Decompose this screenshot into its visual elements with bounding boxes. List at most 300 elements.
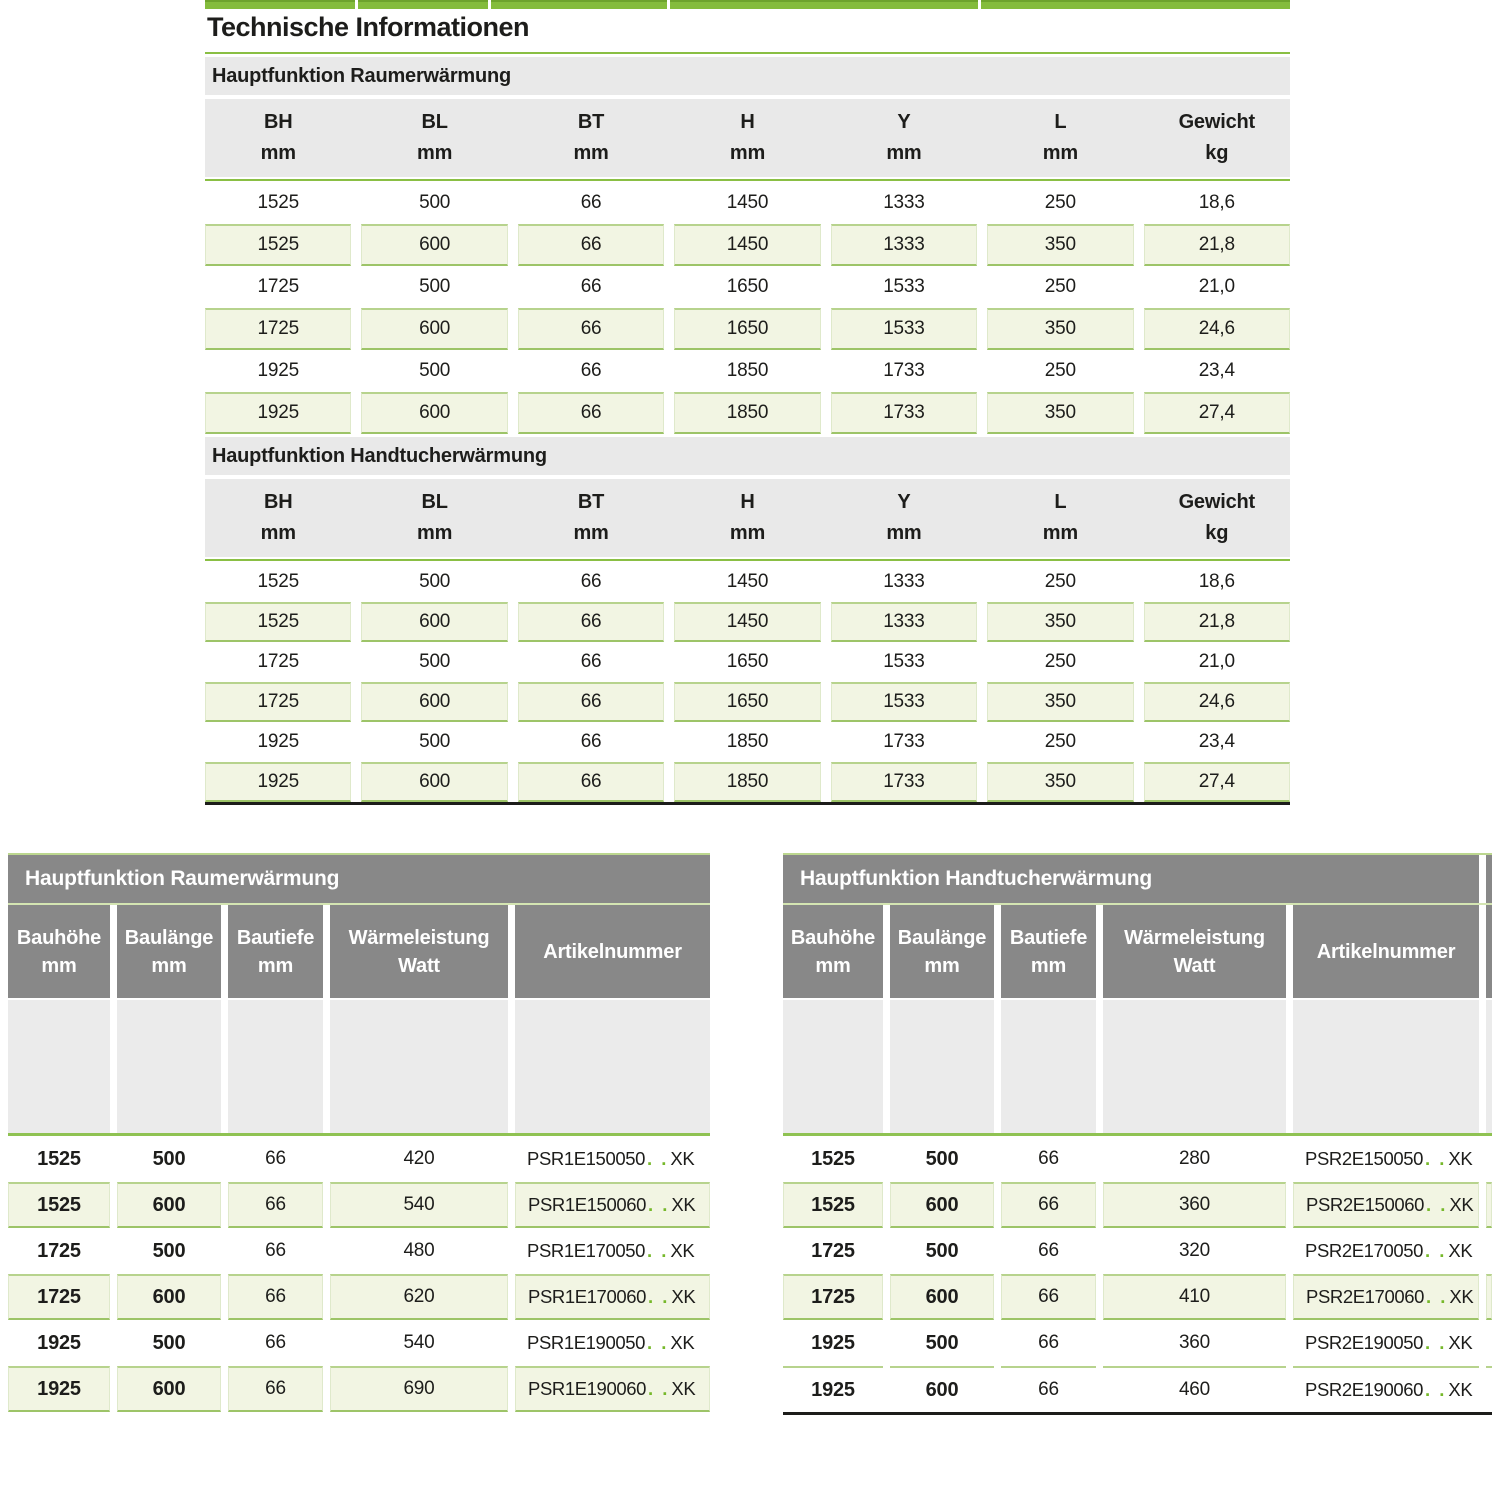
table-cell: 66 bbox=[518, 308, 664, 350]
table-cell: 1333 bbox=[883, 192, 925, 213]
column-label: Bautiefe bbox=[236, 926, 315, 949]
table-cell: 1725 bbox=[205, 682, 351, 722]
table-row bbox=[205, 224, 1290, 266]
column-unit: kg bbox=[1205, 522, 1229, 544]
column-header-sliver bbox=[1486, 905, 1492, 998]
table-cell: 360 bbox=[1103, 1182, 1286, 1228]
article-number-cell bbox=[1293, 1274, 1479, 1320]
table-cell: 1850 bbox=[726, 731, 769, 752]
table-cell: 250 bbox=[1044, 360, 1076, 381]
article-code: PSR1E150060 bbox=[528, 1194, 646, 1215]
table-cell: 1733 bbox=[883, 731, 925, 752]
table-row bbox=[205, 722, 1290, 762]
divider-black bbox=[205, 802, 1290, 805]
table-row bbox=[783, 1274, 1492, 1320]
column-label: Wärmeleistung bbox=[348, 926, 490, 949]
placeholder-cell bbox=[783, 1000, 883, 1133]
article-number-cell bbox=[515, 1366, 710, 1412]
article-suffix: XK bbox=[1449, 1286, 1474, 1307]
table-cell: 600 bbox=[890, 1274, 994, 1320]
column-unit: mm bbox=[1030, 954, 1067, 977]
column-header bbox=[518, 479, 664, 557]
table-cell: 1925 bbox=[783, 1366, 883, 1412]
table-cell: 460 bbox=[1103, 1366, 1286, 1412]
brand-bar-segment bbox=[491, 0, 667, 9]
table-cell-sliver bbox=[1486, 1136, 1492, 1182]
column-header bbox=[228, 905, 323, 998]
column-header bbox=[361, 99, 507, 177]
table-cell-sliver bbox=[1486, 1182, 1492, 1228]
table-cell: 66 bbox=[1038, 1240, 1059, 1261]
table-cell: 350 bbox=[987, 682, 1133, 722]
table-cell: 1525 bbox=[257, 192, 299, 213]
article-color-placeholder-dots: . . bbox=[1425, 1379, 1447, 1400]
table-row bbox=[8, 1274, 710, 1320]
table-cell: 540 bbox=[330, 1182, 508, 1228]
table-title-label: Hauptfunktion Handtucherwärmung bbox=[800, 867, 1152, 890]
table-row bbox=[205, 266, 1290, 308]
table-cell: 66 bbox=[580, 276, 602, 297]
table-title bbox=[8, 855, 710, 903]
table-title-row bbox=[8, 855, 710, 903]
article-number-cell bbox=[1293, 1136, 1479, 1182]
table-cell: 1525 bbox=[37, 1147, 81, 1170]
table-row bbox=[8, 1136, 710, 1182]
article-code: PSR1E150050 bbox=[527, 1148, 645, 1169]
table-cell: 1525 bbox=[811, 1147, 855, 1170]
table-cell: 600 bbox=[361, 682, 507, 722]
column-header-row bbox=[783, 905, 1492, 998]
article-code: PSR1E170060 bbox=[528, 1286, 646, 1307]
table-cell: 66 bbox=[1001, 1366, 1096, 1412]
column-unit: mm bbox=[151, 954, 187, 977]
column-unit: Watt bbox=[398, 954, 440, 977]
column-header bbox=[515, 905, 710, 998]
article-code: PSR1E190060 bbox=[528, 1378, 646, 1399]
table-cell: 1925 bbox=[205, 762, 351, 802]
column-header bbox=[205, 479, 351, 557]
placeholder-cell bbox=[1001, 1000, 1096, 1133]
section-label: Hauptfunktion Raumerwärmung bbox=[212, 64, 512, 87]
article-suffix: XK bbox=[671, 1286, 696, 1307]
table-cell: 600 bbox=[117, 1366, 221, 1412]
page-title: Technische Informationen bbox=[207, 12, 530, 42]
table-title-label: Hauptfunktion Raumerwärmung bbox=[25, 867, 340, 890]
column-header-row bbox=[205, 99, 1290, 177]
column-header bbox=[1144, 99, 1290, 177]
table-cell: 18,6 bbox=[1198, 571, 1235, 592]
table-cell: 1525 bbox=[205, 224, 351, 266]
column-header bbox=[330, 905, 508, 998]
column-label: Bautiefe bbox=[1009, 926, 1088, 949]
table-row bbox=[205, 682, 1290, 722]
table-cell: 600 bbox=[361, 762, 507, 802]
table-cell: 620 bbox=[330, 1274, 508, 1320]
table-cell: 350 bbox=[987, 602, 1133, 642]
table-cell: 350 bbox=[987, 762, 1133, 802]
article-color-placeholder-dots: . . bbox=[1425, 1240, 1447, 1261]
column-unit: kg bbox=[1205, 142, 1229, 164]
table-row bbox=[8, 1228, 710, 1274]
table-cell: 23,4 bbox=[1198, 360, 1235, 381]
table-cell: 66 bbox=[1001, 1274, 1096, 1320]
table-cell: 66 bbox=[580, 192, 602, 213]
article-code: PSR2E170060 bbox=[1306, 1286, 1424, 1307]
table-cell: 21,8 bbox=[1144, 224, 1290, 266]
table-cell: 1725 bbox=[811, 1239, 855, 1262]
divider-black bbox=[783, 1412, 1492, 1415]
table-cell: 1733 bbox=[831, 762, 977, 802]
article-number-cell bbox=[1293, 1366, 1479, 1412]
table-row bbox=[783, 1320, 1492, 1366]
column-label: L bbox=[1054, 111, 1067, 133]
column-unit: mm bbox=[1042, 142, 1078, 164]
article-suffix: XK bbox=[1449, 1194, 1474, 1215]
table-cell-sliver bbox=[1486, 1320, 1492, 1366]
article-color-placeholder-dots: . . bbox=[647, 1332, 669, 1353]
article-suffix: XK bbox=[1448, 1148, 1473, 1169]
table-cell: 500 bbox=[419, 360, 451, 381]
empty-placeholder-band bbox=[783, 1000, 1492, 1133]
table-cell: 66 bbox=[518, 224, 664, 266]
divider-green bbox=[205, 179, 1290, 181]
table-cell: 250 bbox=[1044, 276, 1076, 297]
empty-placeholder-band bbox=[8, 1000, 710, 1133]
article-suffix: XK bbox=[1448, 1332, 1473, 1353]
table-cell: 24,6 bbox=[1144, 682, 1290, 722]
table-cell: 27,4 bbox=[1144, 762, 1290, 802]
table-row bbox=[783, 1136, 1492, 1182]
column-label: Artikelnummer bbox=[1316, 940, 1456, 963]
article-number-cell bbox=[515, 1228, 710, 1274]
column-header bbox=[8, 905, 110, 998]
column-unit: mm bbox=[573, 142, 609, 164]
column-label: BL bbox=[421, 491, 448, 513]
table-cell: 66 bbox=[580, 651, 602, 672]
table-cell: 500 bbox=[925, 1239, 959, 1262]
table-cell: 66 bbox=[265, 1240, 286, 1261]
table-cell: 500 bbox=[419, 651, 451, 672]
table-cell: 66 bbox=[518, 392, 664, 434]
article-color-placeholder-dots: . . bbox=[648, 1286, 670, 1307]
table-cell: 250 bbox=[1044, 731, 1076, 752]
article-number-cell bbox=[1293, 1320, 1479, 1366]
column-label: BT bbox=[577, 111, 605, 133]
column-header bbox=[1144, 479, 1290, 557]
table-cell: 500 bbox=[925, 1331, 959, 1354]
divider-green bbox=[205, 559, 1290, 561]
article-suffix: XK bbox=[671, 1194, 696, 1215]
column-header-row bbox=[205, 479, 1290, 557]
column-unit: mm bbox=[729, 522, 766, 544]
table-cell: 360 bbox=[1178, 1332, 1211, 1353]
article-code: PSR2E170050 bbox=[1305, 1240, 1423, 1261]
table-cell: 1450 bbox=[674, 224, 820, 266]
table-cell: 600 bbox=[117, 1274, 221, 1320]
table-cell: 1650 bbox=[674, 682, 820, 722]
article-number-cell bbox=[515, 1182, 710, 1228]
brand-bar-segment bbox=[670, 0, 978, 9]
table-row bbox=[205, 642, 1290, 682]
table-title bbox=[783, 855, 1479, 903]
column-unit: mm bbox=[1042, 522, 1078, 544]
article-color-placeholder-dots: . . bbox=[1426, 1286, 1448, 1307]
table-cell: 1733 bbox=[831, 392, 977, 434]
table-cell: 600 bbox=[361, 392, 507, 434]
table-cell: 690 bbox=[330, 1366, 508, 1412]
table-row bbox=[8, 1366, 710, 1412]
order-table-raumerwaermung bbox=[8, 853, 710, 1412]
dimensions-table-handtucherwaermung bbox=[205, 562, 1290, 802]
table-cell: 500 bbox=[419, 731, 451, 752]
table-cell: 27,4 bbox=[1144, 392, 1290, 434]
table-cell: 66 bbox=[518, 682, 664, 722]
column-unit: mm bbox=[417, 142, 453, 164]
table-cell: 66 bbox=[1038, 1148, 1059, 1169]
table-cell: 1525 bbox=[8, 1182, 110, 1228]
article-code: PSR2E190050 bbox=[1305, 1332, 1423, 1353]
table-cell: 1925 bbox=[205, 392, 351, 434]
table-cell: 66 bbox=[1038, 1332, 1059, 1353]
table-cell: 500 bbox=[419, 192, 451, 213]
order-table-handtucherwaermung bbox=[783, 853, 1492, 1415]
table-cell: 500 bbox=[925, 1147, 959, 1170]
table-cell: 500 bbox=[152, 1147, 186, 1170]
table-cell: 66 bbox=[228, 1274, 323, 1320]
column-unit: mm bbox=[729, 142, 766, 164]
column-header bbox=[890, 905, 994, 998]
table-cell: 500 bbox=[419, 571, 451, 592]
column-header bbox=[117, 905, 221, 998]
table-cell: 540 bbox=[403, 1332, 435, 1353]
article-suffix: XK bbox=[671, 1378, 696, 1399]
table-cell: 1850 bbox=[674, 762, 820, 802]
column-header bbox=[518, 99, 664, 177]
table-cell: 600 bbox=[890, 1366, 994, 1412]
column-header bbox=[783, 905, 883, 998]
placeholder-cell bbox=[1293, 1000, 1479, 1133]
column-unit: mm bbox=[257, 954, 294, 977]
table-cell: 480 bbox=[403, 1240, 435, 1261]
placeholder-cell bbox=[330, 1000, 508, 1133]
column-label: BH bbox=[263, 491, 293, 513]
article-color-placeholder-dots: . . bbox=[647, 1240, 669, 1261]
section-band-raumerwaermung bbox=[205, 57, 1290, 95]
article-code: PSR2E150060 bbox=[1306, 1194, 1424, 1215]
column-header bbox=[361, 479, 507, 557]
table-cell: 66 bbox=[580, 571, 602, 592]
table-cell: 18,6 bbox=[1198, 192, 1235, 213]
table-row bbox=[205, 350, 1290, 392]
table-cell: 1450 bbox=[726, 192, 769, 213]
table-cell: 1533 bbox=[831, 682, 977, 722]
table-cell: 1650 bbox=[674, 308, 820, 350]
table-cell: 500 bbox=[152, 1239, 186, 1262]
placeholder-cell bbox=[228, 1000, 323, 1133]
table-cell: 1525 bbox=[205, 602, 351, 642]
column-label: H bbox=[740, 491, 755, 513]
column-unit: mm bbox=[573, 522, 609, 544]
article-code: PSR1E170050 bbox=[527, 1240, 645, 1261]
table-title-sliver bbox=[1486, 855, 1492, 903]
table-cell: 320 bbox=[1178, 1240, 1211, 1261]
section-label: Hauptfunktion Handtucherwärmung bbox=[212, 444, 547, 467]
column-header bbox=[674, 99, 820, 177]
table-row bbox=[8, 1182, 710, 1228]
table-cell: 1925 bbox=[257, 360, 299, 381]
column-unit: mm bbox=[260, 522, 296, 544]
table-cell: 250 bbox=[1044, 571, 1076, 592]
article-suffix: XK bbox=[670, 1332, 695, 1353]
table-cell: 280 bbox=[1178, 1148, 1211, 1169]
placeholder-cell bbox=[890, 1000, 994, 1133]
order-table-body bbox=[783, 1136, 1492, 1412]
table-row bbox=[205, 392, 1290, 434]
column-label: Gewicht bbox=[1178, 491, 1255, 513]
article-color-placeholder-dots: . . bbox=[648, 1194, 670, 1215]
column-header bbox=[674, 479, 820, 557]
article-suffix: XK bbox=[670, 1240, 695, 1261]
table-cell: 1725 bbox=[783, 1274, 883, 1320]
column-unit: mm bbox=[41, 954, 77, 977]
column-label: H bbox=[740, 111, 755, 133]
column-label: BT bbox=[577, 491, 605, 513]
table-row bbox=[783, 1366, 1492, 1412]
table-row bbox=[8, 1320, 710, 1366]
table-cell: 1725 bbox=[257, 651, 299, 672]
table-cell: 66 bbox=[580, 360, 602, 381]
column-label: Gewicht bbox=[1178, 111, 1255, 133]
table-cell: 24,6 bbox=[1144, 308, 1290, 350]
table-cell: 1725 bbox=[257, 276, 299, 297]
article-color-placeholder-dots: . . bbox=[1425, 1332, 1447, 1353]
table-cell-sliver bbox=[1486, 1366, 1492, 1412]
table-cell: 66 bbox=[518, 602, 664, 642]
table-cell: 1725 bbox=[205, 308, 351, 350]
order-table-body bbox=[8, 1136, 710, 1412]
table-cell: 1925 bbox=[811, 1331, 855, 1354]
table-cell: 66 bbox=[265, 1332, 286, 1353]
column-unit: mm bbox=[815, 954, 851, 977]
table-cell: 66 bbox=[1001, 1182, 1096, 1228]
table-cell: 1925 bbox=[257, 731, 299, 752]
table-cell: 1725 bbox=[37, 1239, 81, 1262]
brand-bar-segment bbox=[358, 0, 488, 9]
table-cell: 1733 bbox=[883, 360, 925, 381]
article-color-placeholder-dots: . . bbox=[1425, 1148, 1447, 1169]
section-band-handtucherwaermung bbox=[205, 437, 1290, 475]
table-row bbox=[783, 1228, 1492, 1274]
table-cell: 1533 bbox=[883, 276, 925, 297]
table-cell-sliver bbox=[1486, 1228, 1492, 1274]
table-row bbox=[783, 1182, 1492, 1228]
table-cell: 66 bbox=[518, 762, 664, 802]
table-cell: 600 bbox=[361, 224, 507, 266]
table-cell: 1650 bbox=[726, 651, 769, 672]
table-cell: 66 bbox=[265, 1148, 286, 1169]
table-cell: 600 bbox=[361, 602, 507, 642]
table-cell: 1525 bbox=[783, 1182, 883, 1228]
table-cell: 500 bbox=[419, 276, 451, 297]
table-title-row bbox=[783, 855, 1492, 903]
article-number-cell bbox=[1293, 1182, 1479, 1228]
article-suffix: XK bbox=[670, 1148, 695, 1169]
article-number-cell bbox=[1293, 1228, 1479, 1274]
column-unit: mm bbox=[886, 142, 922, 164]
article-number-cell bbox=[515, 1136, 710, 1182]
table-cell: 600 bbox=[361, 308, 507, 350]
table-row bbox=[205, 182, 1290, 224]
column-label: L bbox=[1054, 491, 1067, 513]
table-cell: 23,4 bbox=[1198, 731, 1235, 752]
column-label: Y bbox=[897, 491, 911, 513]
article-color-placeholder-dots: . . bbox=[648, 1378, 670, 1399]
column-label: Y bbox=[897, 111, 911, 133]
column-header-row bbox=[8, 905, 710, 998]
article-number-cell bbox=[515, 1320, 710, 1366]
brand-bar bbox=[205, 0, 1290, 9]
divider-green bbox=[205, 52, 1290, 54]
article-suffix: XK bbox=[1448, 1379, 1473, 1400]
table-cell: 1650 bbox=[726, 276, 769, 297]
column-header bbox=[1001, 905, 1096, 998]
table-cell: 250 bbox=[1044, 192, 1076, 213]
placeholder-cell bbox=[8, 1000, 110, 1133]
article-number-cell bbox=[515, 1274, 710, 1320]
table-cell: 1450 bbox=[726, 571, 769, 592]
column-label: BL bbox=[421, 111, 448, 133]
table-cell: 1850 bbox=[674, 392, 820, 434]
table-cell: 66 bbox=[228, 1182, 323, 1228]
column-label: Baulänge bbox=[124, 926, 214, 949]
table-cell: 66 bbox=[228, 1366, 323, 1412]
table-cell: 21,0 bbox=[1198, 276, 1235, 297]
table-cell: 600 bbox=[890, 1182, 994, 1228]
column-header bbox=[831, 99, 977, 177]
column-label: BH bbox=[263, 111, 293, 133]
table-cell: 1450 bbox=[674, 602, 820, 642]
column-unit: mm bbox=[886, 522, 922, 544]
table-row bbox=[205, 562, 1290, 602]
table-cell: 1925 bbox=[8, 1366, 110, 1412]
column-header bbox=[987, 479, 1133, 557]
article-code: PSR2E150050 bbox=[1305, 1148, 1423, 1169]
column-header bbox=[987, 99, 1133, 177]
article-color-placeholder-dots: . . bbox=[647, 1148, 669, 1169]
column-header bbox=[1103, 905, 1286, 998]
placeholder-cell bbox=[1103, 1000, 1286, 1133]
table-cell: 1533 bbox=[831, 308, 977, 350]
table-cell: 420 bbox=[403, 1148, 435, 1169]
table-cell: 350 bbox=[987, 308, 1133, 350]
table-cell: 21,8 bbox=[1144, 602, 1290, 642]
table-cell: 350 bbox=[987, 224, 1133, 266]
article-code: PSR2E190060 bbox=[1305, 1379, 1423, 1400]
placeholder-cell-sliver bbox=[1486, 1000, 1492, 1133]
table-cell: 1525 bbox=[257, 571, 299, 592]
article-color-placeholder-dots: . . bbox=[1426, 1194, 1448, 1215]
column-unit: mm bbox=[417, 522, 453, 544]
brand-bar-segment bbox=[981, 0, 1290, 9]
table-cell: 350 bbox=[987, 392, 1133, 434]
column-header bbox=[831, 479, 977, 557]
column-unit: mm bbox=[260, 142, 296, 164]
placeholder-cell bbox=[515, 1000, 710, 1133]
table-cell: 1925 bbox=[37, 1331, 81, 1354]
article-code: PSR1E190050 bbox=[527, 1332, 645, 1353]
column-unit: Watt bbox=[1173, 954, 1216, 977]
column-label: Bauhöhe bbox=[16, 926, 102, 949]
